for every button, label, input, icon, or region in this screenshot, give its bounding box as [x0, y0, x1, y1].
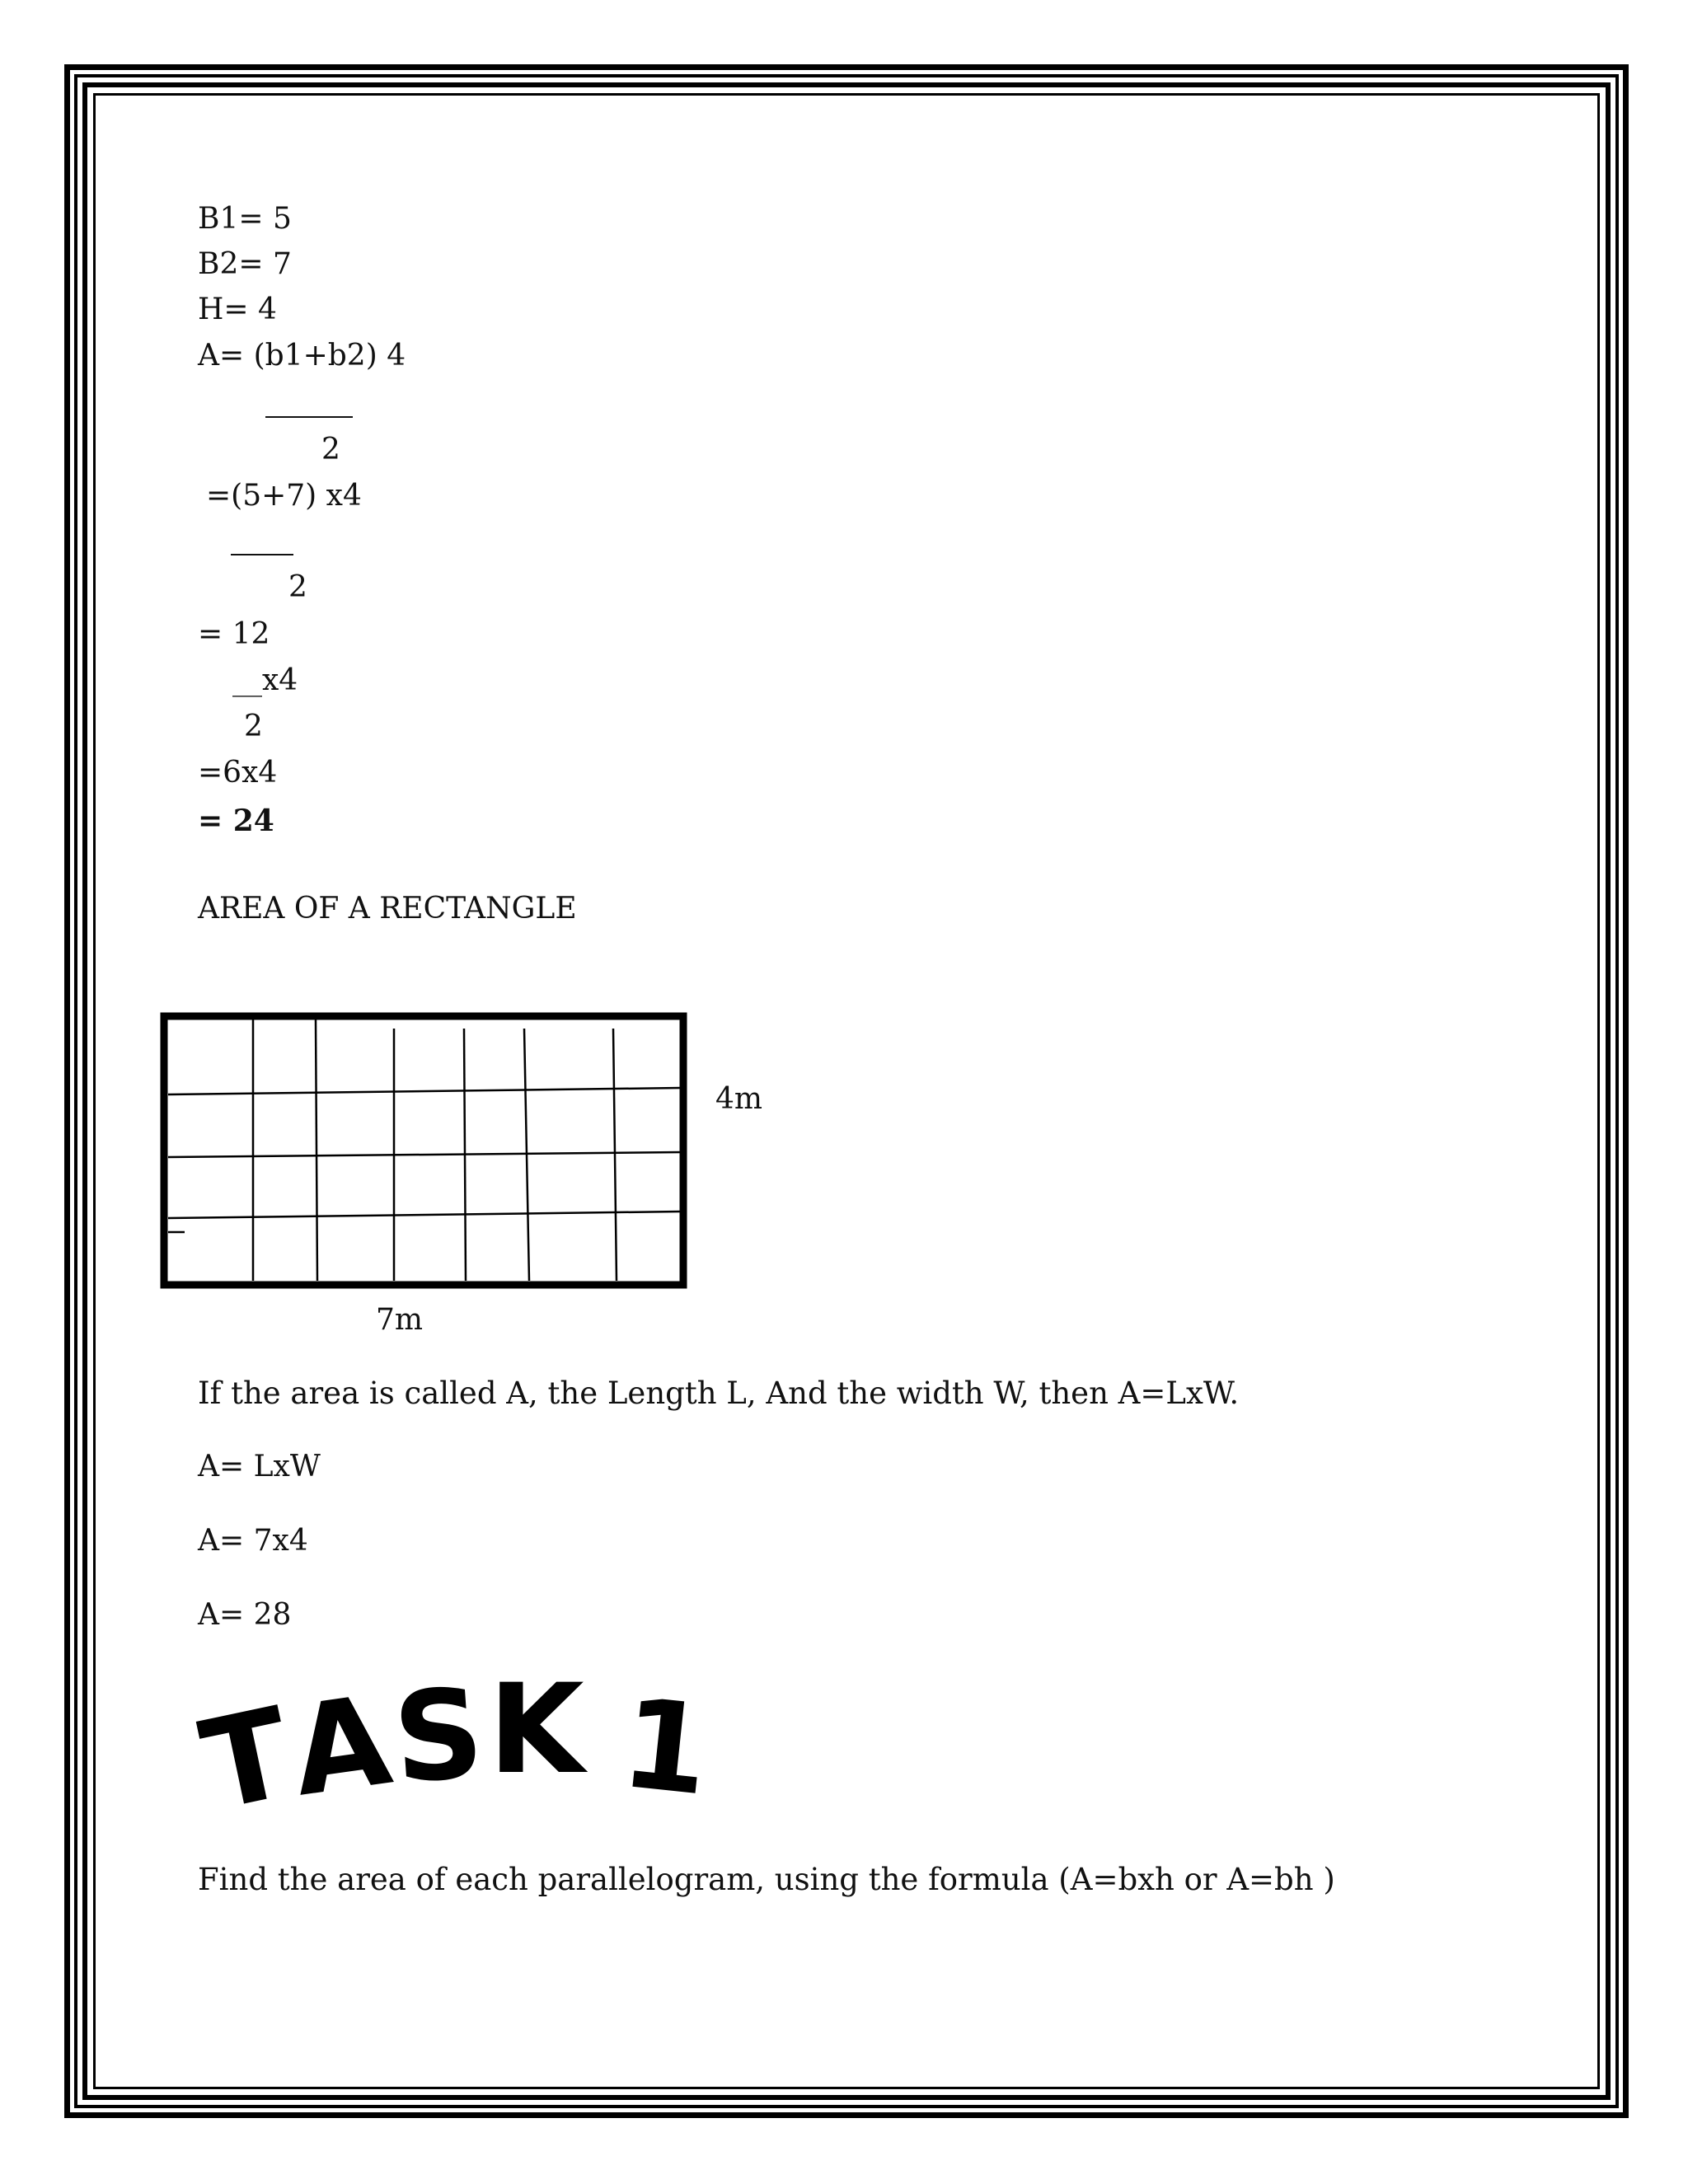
rectangle-outline [164, 1016, 683, 1285]
grid-line [168, 1152, 681, 1157]
work-b2: B2= 7 [198, 247, 292, 281]
work-denominator: 2 [288, 570, 307, 604]
explanation-sentence: If the area is called A, the Length L, And the width W, then A=LxW. [198, 1376, 1240, 1411]
grid-line [316, 1019, 317, 1281]
work-times-four: __x4 [232, 663, 298, 697]
work-formula: A= (b1+b2) 4 [198, 339, 406, 373]
work-result: = 24 [198, 804, 274, 838]
work-b1: B1= 5 [198, 202, 292, 236]
task-title-text: TASK 1 [190, 1658, 720, 1840]
work-six-times-four: =6x4 [198, 756, 278, 790]
work-denominator: 2 [244, 710, 263, 743]
work-substitution: =(5+7) x4 [206, 479, 362, 513]
equation-formula: A= LxW [198, 1450, 321, 1483]
task-title [190, 1658, 720, 1840]
work-h: H= 4 [198, 293, 277, 326]
grid-line [168, 1088, 681, 1094]
grid-line [613, 1029, 617, 1281]
equation-substitution: A= 7x4 [198, 1524, 308, 1558]
equation-answer: A= 28 [198, 1598, 292, 1632]
height-label: 4m [715, 1082, 763, 1116]
width-label: 7m [376, 1303, 424, 1337]
grid-line [168, 1212, 681, 1218]
work-denominator: 2 [321, 433, 340, 466]
section-heading: AREA OF A RECTANGLE [198, 892, 577, 926]
work-twelve: = 12 [198, 617, 270, 651]
task-instruction: Find the area of each parallelogram, using the formula (A=bxh or A=bh ) [198, 1862, 1335, 1897]
